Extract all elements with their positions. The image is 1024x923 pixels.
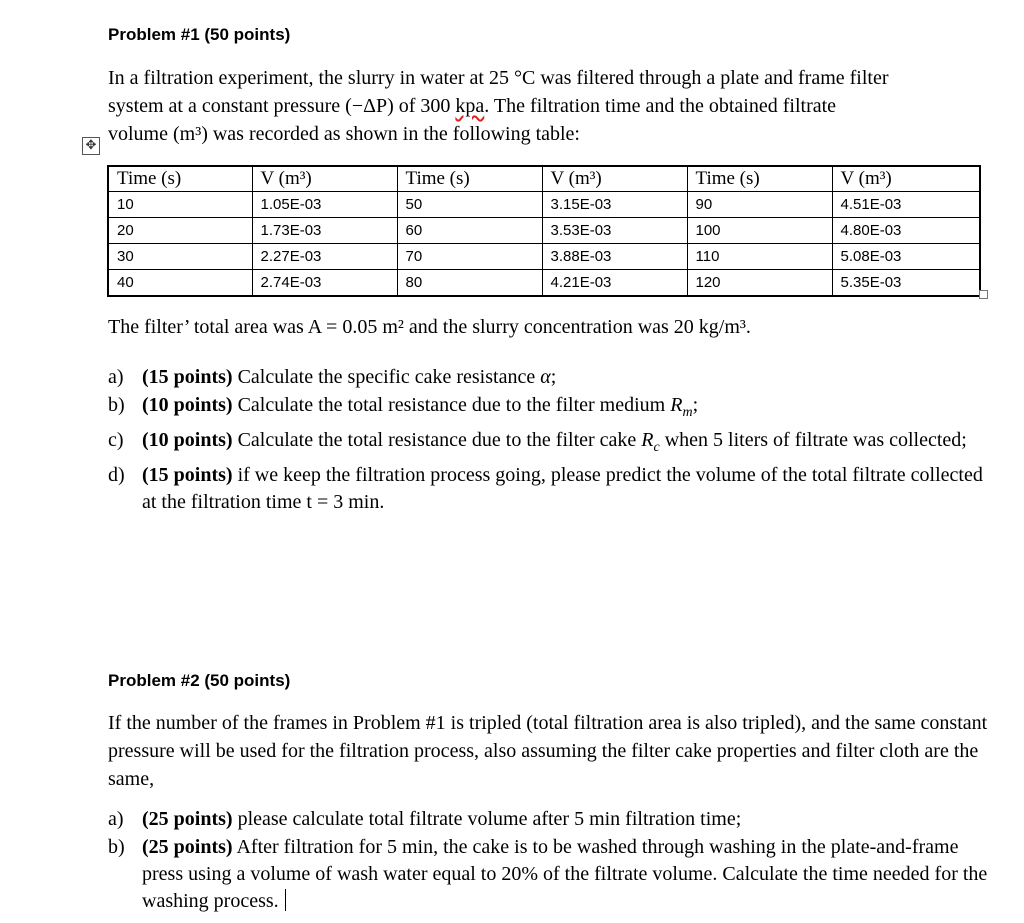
column-header: V (m³)	[832, 166, 980, 192]
problem2-questions	[108, 806, 988, 916]
table-cell: 50	[397, 192, 542, 218]
table-cell: 70	[397, 244, 542, 270]
table-cell: 1.05E-03	[252, 192, 397, 218]
table-cell: 10	[108, 192, 252, 218]
spellcheck-word[interactable]: kpa	[455, 95, 485, 117]
column-header: Time (s)	[397, 166, 542, 192]
table-cell: 3.88E-03	[542, 244, 687, 270]
table-row	[108, 244, 980, 270]
question-b: b) (25 points) After filtration for 5 min, the cake is to be washed through washing in the plate-and-frame press using a volume of wash water equal to 20% of the filtrate volume. Calculate the time needed for the washing process.	[108, 836, 988, 912]
table-cell: 60	[397, 218, 542, 244]
intro-line-3: volume (m³) was recorded as shown in the following table:	[108, 123, 580, 145]
table-cell: 2.27E-03	[252, 244, 397, 270]
problem1-intro	[108, 64, 988, 148]
text-cursor	[285, 889, 286, 911]
table-row	[108, 218, 980, 244]
question-d: d) (15 points) if we keep the filtration process going, please predict the volume of the total filtrate collected at the filtration time t = 3 min.	[108, 464, 983, 513]
table-cell: 5.08E-03	[832, 244, 980, 270]
table-cell: 80	[397, 270, 542, 297]
move-icon[interactable]: ✥	[82, 137, 100, 155]
question-a: a) (15 points) Calculate the specific cake resistance α;	[108, 366, 557, 388]
table-cell: 90	[687, 192, 832, 218]
column-header: Time (s)	[687, 166, 832, 192]
problem2-heading: Problem #2 (50 points)	[108, 671, 291, 690]
problem1-heading: Problem #1 (50 points)	[108, 25, 291, 44]
table-cell: 3.15E-03	[542, 192, 687, 218]
intro-line-2: system at a constant pressure (−ΔP) of 300 kpa. The filtration time and the obtained filtrate	[108, 95, 837, 117]
table-cell: 110	[687, 244, 832, 270]
question-c: c) (10 points) Calculate the total resistance due to the filter cake $R_c$ when 5 liters of filtrate was collected;	[108, 429, 967, 455]
intro-line-1: In a filtration experiment, the slurry in water at 25 °C was filtered through a plate and frame filter	[108, 67, 889, 89]
table-cell: 4.21E-03	[542, 270, 687, 297]
question-b: b) (10 points) Calculate the total resistance due to the filter medium $R_m$;	[108, 394, 699, 420]
table-cell: 4.80E-03	[832, 218, 980, 244]
table-cell: 40	[108, 270, 252, 297]
table-header-row	[108, 166, 980, 192]
table-cell: 120	[687, 270, 832, 297]
area-concentration-text: The filter’ total area was A = 0.05 m² and the slurry concentration was 20 kg/m³.	[108, 316, 751, 338]
resize-icon[interactable]	[979, 290, 988, 299]
table-cell: 1.73E-03	[252, 218, 397, 244]
table-cell: 20	[108, 218, 252, 244]
problem1-questions	[108, 364, 988, 517]
column-header: Time (s)	[108, 166, 252, 192]
table-row	[108, 270, 980, 297]
table-row	[108, 192, 980, 218]
table-cell: 3.53E-03	[542, 218, 687, 244]
table-cell: 4.51E-03	[832, 192, 980, 218]
table-cell: 100	[687, 218, 832, 244]
problem2-intro: If the number of the frames in Problem #1 is tripled (total filtration area is also tripled), and the same constant pressure will be used for the filtration process, also assuming the filter cake properties and filter cloth are the same,	[108, 712, 988, 790]
table-cell: 2.74E-03	[252, 270, 397, 297]
filtration-data-table	[107, 165, 981, 297]
question-a: a) (25 points) please calculate total filtrate volume after 5 min filtration time;	[108, 808, 742, 830]
table-cell: 30	[108, 244, 252, 270]
column-header: V (m³)	[252, 166, 397, 192]
table-cell: 5.35E-03	[832, 270, 980, 297]
column-header: V (m³)	[542, 166, 687, 192]
